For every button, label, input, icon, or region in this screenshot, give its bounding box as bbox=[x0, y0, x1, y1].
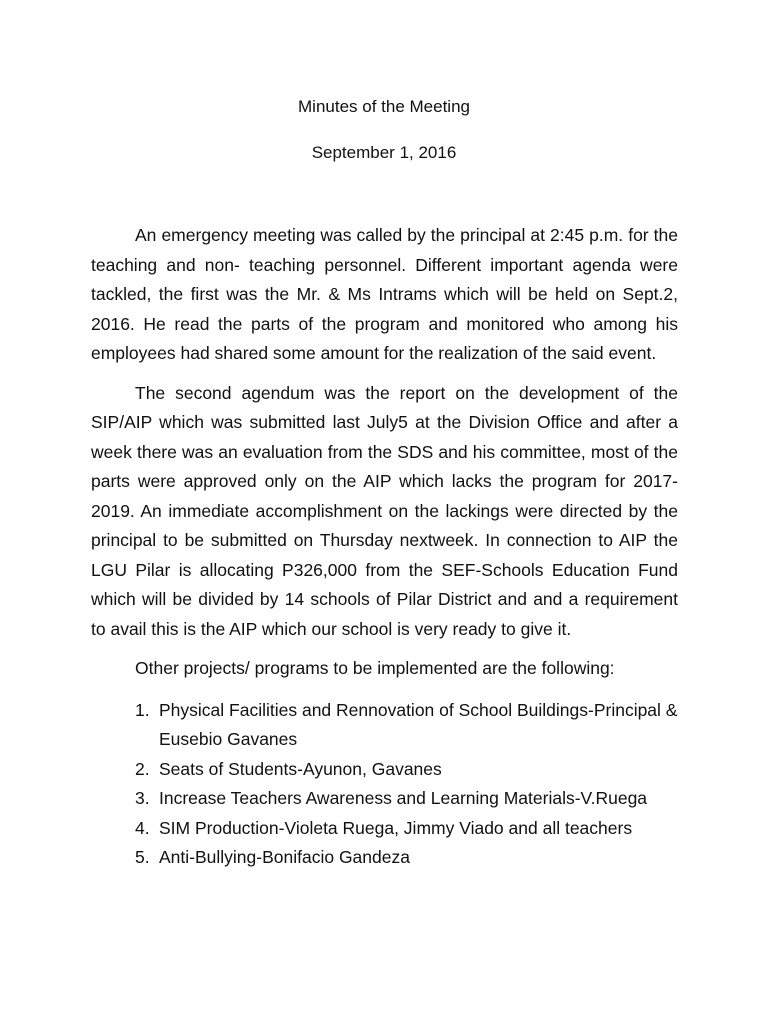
list-item-text: Increase Teachers Awareness and Learning Materials-V.Ruega bbox=[159, 788, 648, 808]
list-item bbox=[91, 814, 678, 844]
list-item-number: 4. bbox=[135, 817, 150, 838]
list-item-text: Anti-Bullying-Bonifacio Gandeza bbox=[159, 847, 410, 867]
list-item bbox=[91, 696, 678, 755]
list-item-text: Physical Facilities and Rennovation of School Buildings-Principal & Eusebio Gavanes bbox=[159, 699, 678, 749]
document-body bbox=[91, 221, 678, 873]
list-item-number: 2. bbox=[135, 758, 150, 779]
list-item bbox=[91, 755, 678, 785]
list-item-text: Seats of Students-Ayunon, Gavanes bbox=[159, 758, 442, 779]
document-title: Minutes of the Meeting bbox=[298, 97, 470, 116]
paragraph-first-agenda: An emergency meeting was called by the principal at 2:45 p.m. for the teaching and non- teaching personnel. Different important agenda were tackled, the first was the Mr. & Ms Intrams which will be held on Sept.2, 2016. He read the parts of the program and monitored who among his employees had shared some amount for the realization of the said event. bbox=[91, 225, 678, 363]
document-date: September 1, 2016 bbox=[311, 143, 457, 162]
list-item-number: 1. bbox=[135, 699, 150, 720]
list-item-number: 5. bbox=[135, 847, 150, 867]
list-item-text: SIM Production-Violeta Ruega, Jimmy Viado and all teachers bbox=[159, 817, 633, 838]
list-item bbox=[91, 784, 678, 814]
paragraph-second-agenda: The second agendum was the report on the development of the SIP/AIP which was submitted last July5 at the Division Office and after a week there was an evaluation from the SDS and his committee, most of the parts were approved only on the AIP which lacks the program for 2017-2019. An immediate accomplishment on the lackings were directed by the principal to be submitted on Thursday nextweek. In connection to AIP the LGU Pilar is allocating P326,000 from the SEF-Schools Education Fund which will be divided by 14 schools of Pilar District and and a requirement to avail this is the AIP which our school is very ready to give it. bbox=[91, 382, 678, 639]
list-item bbox=[91, 843, 678, 873]
projects-list bbox=[91, 696, 678, 873]
list-item-number: 3. bbox=[135, 788, 150, 808]
list-intro: Other projects/ programs to be implemented are the following: bbox=[135, 658, 615, 678]
